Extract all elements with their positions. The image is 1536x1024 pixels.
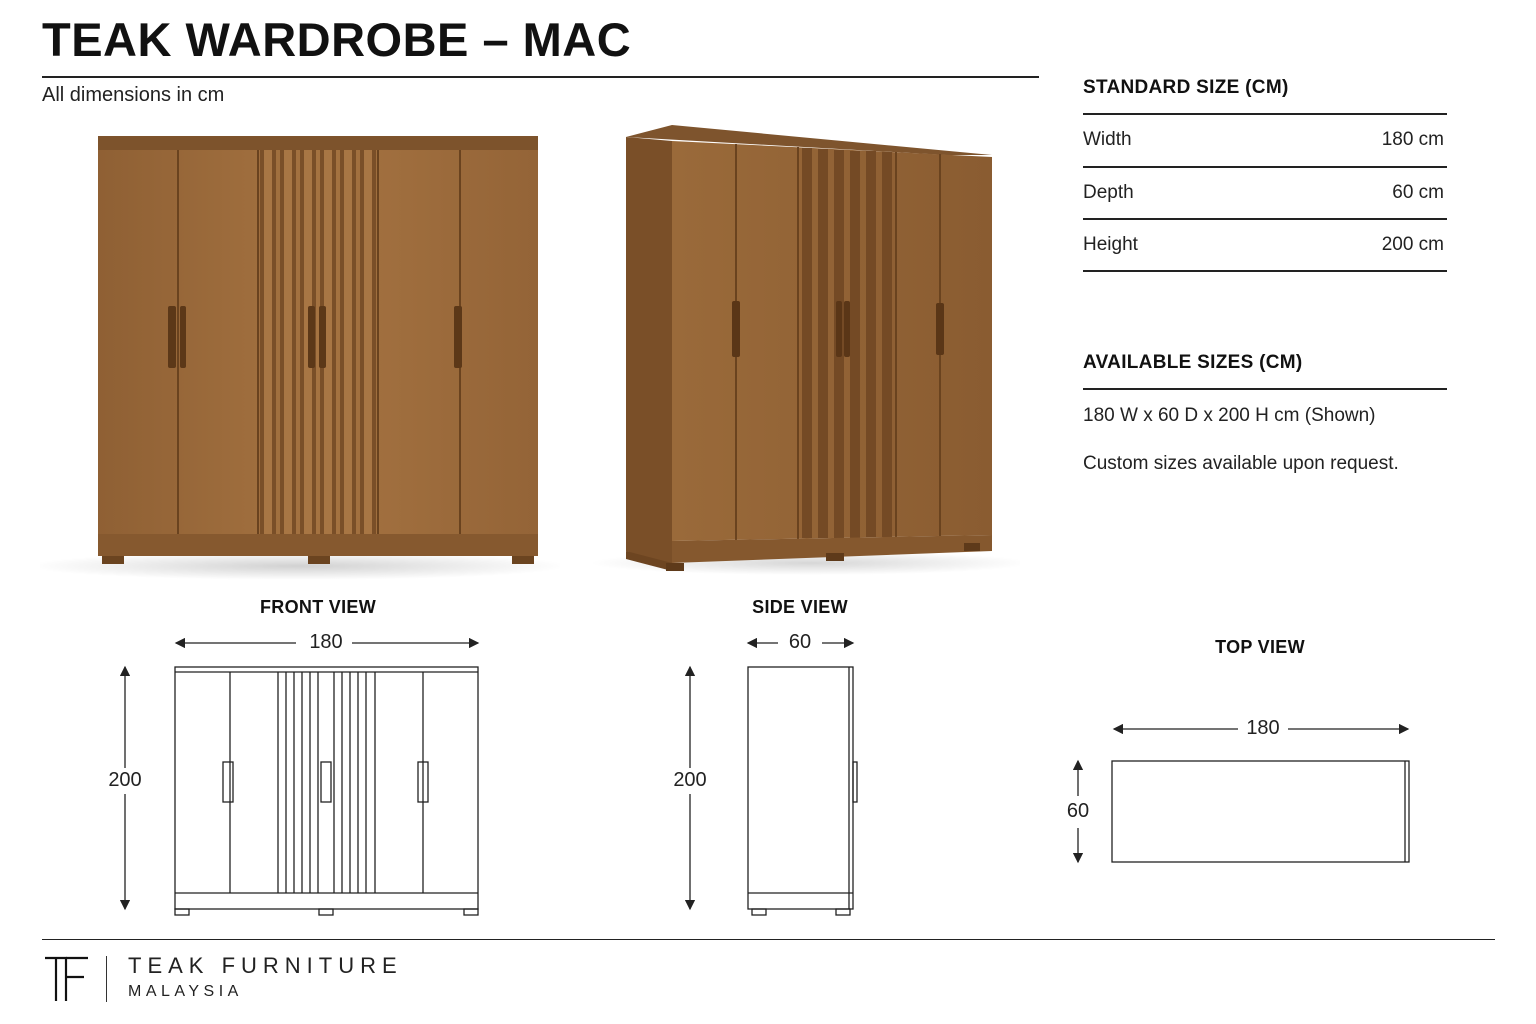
spec-value: 60 cm: [1392, 182, 1444, 203]
spec-label: Width: [1083, 129, 1132, 150]
spec-divider: [1083, 218, 1447, 220]
side-height-dimension: 200: [665, 769, 715, 792]
brand-logo: [44, 955, 90, 1003]
spec-divider: [1083, 270, 1447, 272]
spec-value: 200 cm: [1381, 234, 1444, 255]
spec-label: Depth: [1083, 182, 1134, 203]
standard-size-heading: STANDARD SIZE (CM): [1083, 77, 1289, 98]
brand-name: TEAK FURNITURE: [128, 953, 403, 978]
page-subtitle: All dimensions in cm: [42, 84, 225, 106]
spec-divider: [1083, 388, 1447, 390]
available-size-line: 180 W x 60 D x 200 H cm (Shown): [1083, 405, 1376, 426]
front-view-label: FRONT VIEW: [260, 597, 376, 617]
spec-row-height: [1083, 234, 1444, 256]
top-view-label: TOP VIEW: [1215, 637, 1305, 657]
side-depth-dimension: 60: [780, 631, 820, 654]
side-view-label: SIDE VIEW: [752, 597, 848, 617]
brand-separator: [106, 956, 107, 1002]
side-product-photo: [580, 115, 1020, 585]
spec-row-depth: [1083, 182, 1444, 204]
front-view-drawing: [100, 630, 500, 930]
footer-divider: [42, 939, 1495, 940]
spec-divider: [1083, 113, 1447, 115]
available-sizes-heading: AVAILABLE SIZES (CM): [1083, 352, 1303, 373]
top-depth-dimension: 60: [1060, 800, 1096, 823]
custom-size-note: Custom sizes available upon request.: [1083, 453, 1399, 474]
page-title: TEAK WARDROBE – MAC: [42, 13, 632, 66]
front-width-dimension: 180: [296, 631, 356, 654]
spec-value: 180 cm: [1381, 129, 1444, 150]
front-height-dimension: 200: [100, 769, 150, 792]
side-view-drawing: [660, 630, 880, 930]
spec-row-width: [1083, 129, 1444, 151]
title-divider: [42, 76, 1039, 78]
spec-divider: [1083, 166, 1447, 168]
spec-label: Height: [1083, 234, 1138, 255]
top-width-dimension: 180: [1238, 717, 1288, 740]
top-view-drawing: [1060, 710, 1420, 880]
brand-country: MALAYSIA: [128, 983, 243, 1000]
front-product-photo: [40, 120, 560, 580]
